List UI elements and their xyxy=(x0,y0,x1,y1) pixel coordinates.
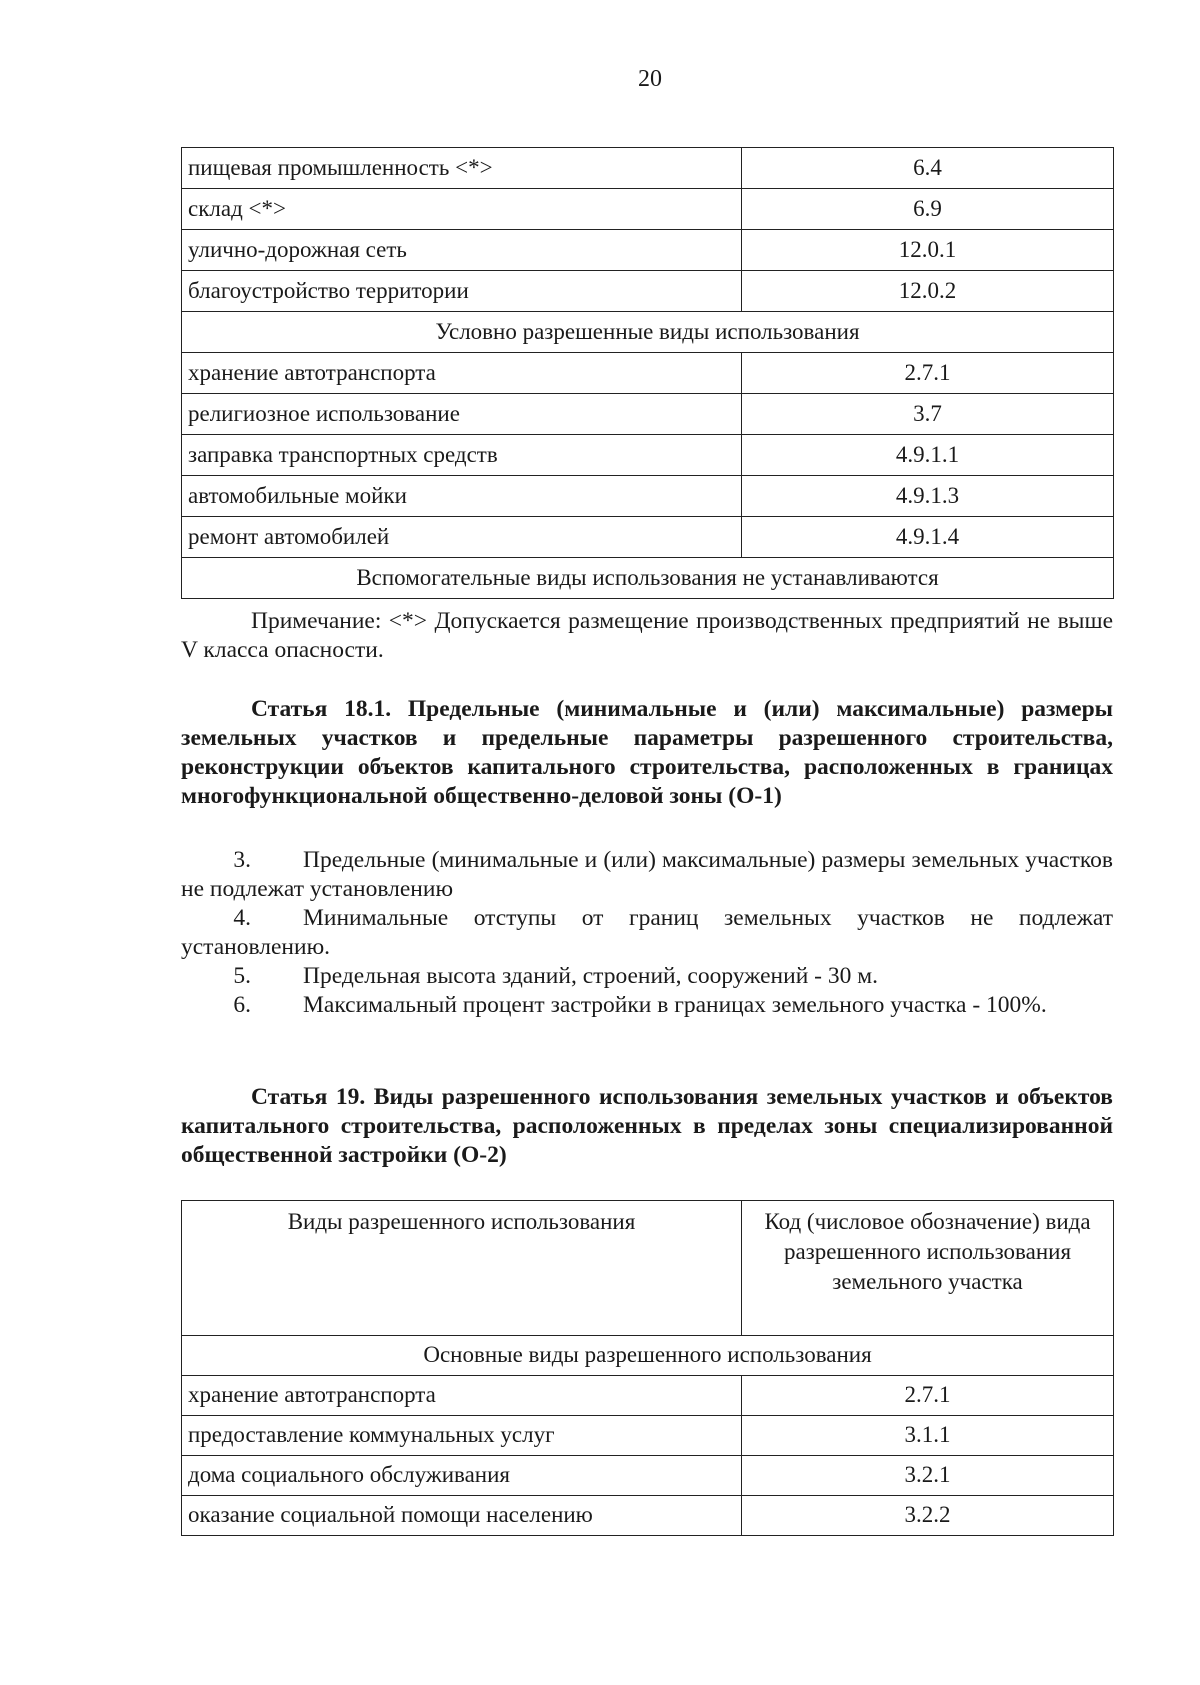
item-text: Максимальный процент застройки в границах земельного участка - 100%. xyxy=(303,992,1047,1018)
table-row xyxy=(182,394,1114,435)
use-name: предоставление коммунальных услуг xyxy=(182,1416,742,1456)
use-code: 12.0.2 xyxy=(742,271,1114,312)
section-title: Вспомогательные виды использования не устанавливаются xyxy=(182,558,1114,599)
header-use-code: Код (числовое обозначение) вида разрешенного использования земельного участка xyxy=(742,1201,1114,1336)
use-name: дома социального обслуживания xyxy=(182,1456,742,1496)
item-number: 6. xyxy=(233,992,251,1018)
item-number: 3. xyxy=(233,847,251,873)
use-code: 12.0.1 xyxy=(742,230,1114,271)
article-18-1-heading: Статья 18.1. Предельные (минимальные и (или) максимальные) размеры земельных участков и предельные параметры разрешенного строительства, реконструкции объектов капитального строительства, расположенных в границах многофункциональной общественно-деловой зоны (О-1) xyxy=(181,696,1113,809)
section-title: Основные виды разрешенного использования xyxy=(182,1336,1114,1376)
table-section-row xyxy=(182,558,1114,599)
use-name: благоустройство территории xyxy=(182,271,742,312)
use-name: ремонт автомобилей xyxy=(182,517,742,558)
note: Примечание: <*> Допускается размещение производственных предприятий не выше V класса опасности. xyxy=(181,608,1113,663)
table-row xyxy=(182,517,1114,558)
use-name: хранение автотранспорта xyxy=(182,1376,742,1416)
page-number: 20 xyxy=(638,66,662,92)
header-use-name: Виды разрешенного использования xyxy=(182,1201,742,1336)
item-text: Предельные (минимальные и (или) максимальные) размеры земельных участков не подлежат установлению xyxy=(181,847,1113,902)
table-row xyxy=(182,230,1114,271)
table-section-row xyxy=(182,1336,1114,1376)
use-name: автомобильные мойки xyxy=(182,476,742,517)
use-code: 3.2.2 xyxy=(742,1496,1114,1536)
table-row xyxy=(182,476,1114,517)
use-name: заправка транспортных средств xyxy=(182,435,742,476)
section-title: Условно разрешенные виды использования xyxy=(182,312,1114,353)
permitted-use-table xyxy=(181,1200,1114,1536)
use-code: 3.7 xyxy=(742,394,1114,435)
use-code: 4.9.1.3 xyxy=(742,476,1114,517)
use-name: хранение автотранспорта xyxy=(182,353,742,394)
use-name: религиозное использование xyxy=(182,394,742,435)
table-section-row xyxy=(182,312,1114,353)
list-item xyxy=(181,846,1113,904)
table-header-row xyxy=(182,1201,1114,1336)
table-row xyxy=(182,1456,1114,1496)
use-name: улично-дорожная сеть xyxy=(182,230,742,271)
table-row xyxy=(182,271,1114,312)
use-code: 2.7.1 xyxy=(742,1376,1114,1416)
table-row xyxy=(182,189,1114,230)
use-code: 3.1.1 xyxy=(742,1416,1114,1456)
item-text: Предельная высота зданий, строений, сооружений - 30 м. xyxy=(303,963,878,989)
table-row xyxy=(182,1496,1114,1536)
item-number: 4. xyxy=(233,905,251,931)
use-code: 4.9.1.4 xyxy=(742,517,1114,558)
item-text: Минимальные отступы от границ земельных участков не подлежат установлению. xyxy=(181,905,1113,960)
list-item xyxy=(181,904,1113,962)
use-code: 6.4 xyxy=(742,148,1114,189)
list-item xyxy=(181,991,1113,1020)
table-row xyxy=(182,353,1114,394)
article-19-heading: Статья 19. Виды разрешенного использования земельных участков и объектов капитального строительства, расположенных в пределах зоны специализированной общественной застройки (О-2) xyxy=(181,1084,1113,1168)
permitted-use-table-continued xyxy=(181,147,1114,599)
use-name: склад <*> xyxy=(182,189,742,230)
use-name: оказание социальной помощи населению xyxy=(182,1496,742,1536)
table-row xyxy=(182,435,1114,476)
table-row xyxy=(182,148,1114,189)
item-number: 5. xyxy=(233,963,251,989)
use-code: 3.2.1 xyxy=(742,1456,1114,1496)
list-item xyxy=(181,962,1113,991)
use-code: 4.9.1.1 xyxy=(742,435,1114,476)
use-code: 6.9 xyxy=(742,189,1114,230)
use-name: пищевая промышленность <*> xyxy=(182,148,742,189)
use-code: 2.7.1 xyxy=(742,353,1114,394)
table-row xyxy=(182,1416,1114,1456)
table-row xyxy=(182,1376,1114,1416)
